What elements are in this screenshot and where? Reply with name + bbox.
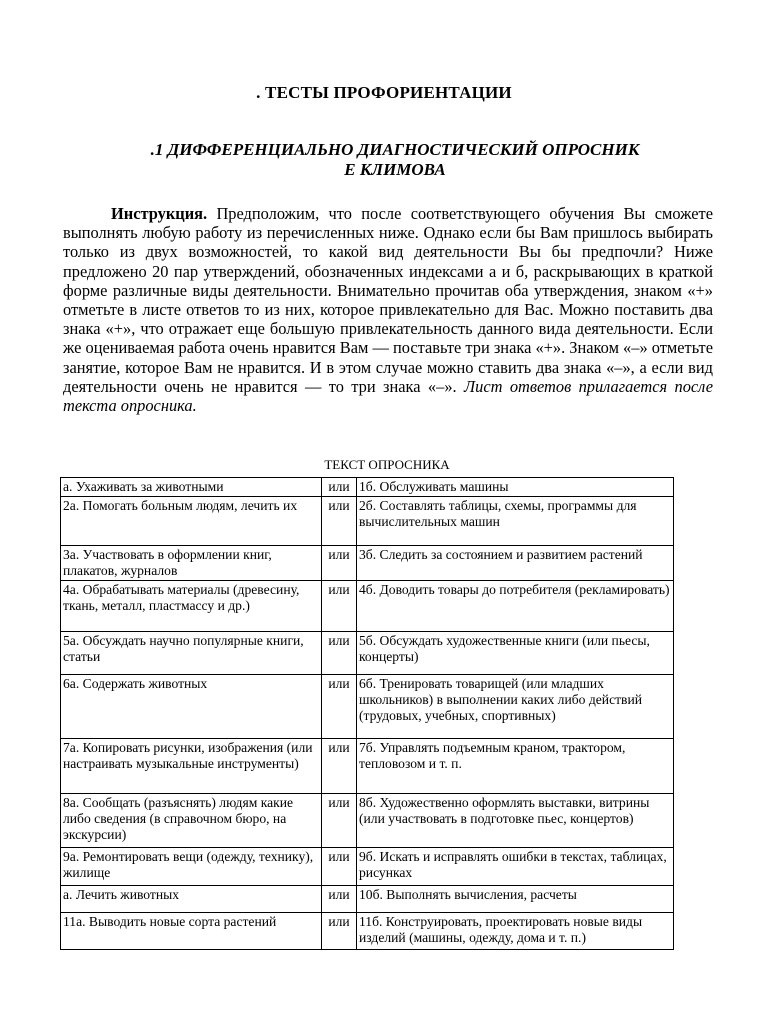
option-b-cell: 11б. Конструировать, проектировать новые виды изделий (машины, одежду, дома и т. п.) — [357, 913, 674, 950]
option-b-cell: 6б. Тренировать товарищей (или младших школьников) в выполнении каких либо действий (трудовых, учебных, спортивных) — [357, 675, 674, 739]
table-row — [61, 848, 674, 886]
section-heading-line-2: Е КЛИМОВА — [344, 160, 446, 179]
option-a-cell: 11а. Выводить новые сорта растений — [61, 913, 322, 950]
table-row — [61, 739, 674, 794]
or-cell: или — [322, 739, 357, 794]
or-cell: или — [322, 675, 357, 739]
option-b-cell: 4б. Доводить товары до потребителя (рекламировать) — [357, 581, 674, 632]
or-cell: или — [322, 886, 357, 913]
table-row — [61, 546, 674, 581]
table-row — [61, 581, 674, 632]
instruction-label: Инструкция. — [111, 204, 208, 223]
option-a-cell: 2а. Помогать больным людям, лечить их — [61, 497, 322, 546]
page-heading: . ТЕСТЫ ПРОФОРИЕНТАЦИИ — [256, 83, 512, 102]
option-a-cell: 7а. Копировать рисунки, изображения (или настраивать музыкальные инструменты) — [61, 739, 322, 794]
or-cell: или — [322, 546, 357, 581]
option-b-cell: 1б. Обслуживать машины — [357, 478, 674, 497]
table-row — [61, 497, 674, 546]
option-a-cell: а. Ухаживать за животными — [61, 478, 322, 497]
option-a-cell: 5а. Обсуждать научно популярные книги, статьи — [61, 632, 322, 675]
option-a-cell: а. Лечить животных — [61, 886, 322, 913]
or-cell: или — [322, 581, 357, 632]
section-heading — [0, 140, 768, 180]
or-cell: или — [322, 478, 357, 497]
or-cell: или — [322, 632, 357, 675]
or-cell: или — [322, 848, 357, 886]
option-a-cell: 6а. Содержать животных — [61, 675, 322, 739]
table-row — [61, 886, 674, 913]
table-row — [61, 632, 674, 675]
option-a-cell: 4а. Обрабатывать материалы (древесину, ткань, металл, пластмассу и др.) — [61, 581, 322, 632]
or-cell: или — [322, 794, 357, 848]
table-caption: ТЕКСТ ОПРОСНИКА — [324, 457, 450, 472]
table-row — [61, 478, 674, 497]
option-a-cell: 3а. Участвовать в оформлении книг, плакатов, журналов — [61, 546, 322, 581]
instruction-note: Лист ответов прилагается после текста опросника. — [63, 376, 713, 416]
or-cell: или — [322, 913, 357, 950]
option-b-cell: 9б. Искать и исправлять ошибки в текстах, таблицах, рисунках — [357, 848, 674, 886]
instruction-paragraph — [63, 204, 713, 415]
section-heading-line-1: .1 ДИФФЕРЕНЦИАЛЬНО ДИАГНОСТИЧЕСКИЙ ОПРОСНИК — [150, 140, 640, 159]
option-a-cell: 8а. Сообщать (разъяснять) людям какие либо сведения (в справочном бюро, на экскурсии) — [61, 794, 322, 848]
or-cell: или — [322, 497, 357, 546]
option-b-cell: 10б. Выполнять вычисления, расчеты — [357, 886, 674, 913]
option-b-cell: 7б. Управлять подъемным краном, трактором, тепловозом и т. п. — [357, 739, 674, 794]
table-row — [61, 675, 674, 739]
option-b-cell: 5б. Обсуждать художественные книги (или пьесы, концерты) — [357, 632, 674, 675]
table-row — [61, 913, 674, 950]
questionnaire-table — [60, 477, 674, 950]
option-b-cell: 3б. Следить за состоянием и развитием растений — [357, 546, 674, 581]
option-a-cell: 9а. Ремонтировать вещи (одежду, технику), жилище — [61, 848, 322, 886]
option-b-cell: 8б. Художественно оформлять выставки, витрины (или участвовать в подготовке пьес, концертов) — [357, 794, 674, 848]
table-row — [61, 794, 674, 848]
instruction-body: Предположим, что после соответствующего обучения Вы сможете выполнять любую работу из перечисленных ниже. Однако если бы Вам пришлось выбирать только из двух возможностей, то какой вид деятельности Вы бы предпочли? Ниже предложено 20 пар утверждений, обозначенных индексами а и б, раскрывающих в краткой форме различные виды деятельности. Внимательно прочитав оба утверждения, знаком «+» отметьте в листе ответов то из них, которое привлекательно для Вас. Можно поставить два знака «+», что отражает еще большую привлекательность данного вида деятельности. Если же оцениваемая работа очень нравится Вам — поставьте три знака «+». Знаком «–» отметьте занятие, которое Вам не нравится. И в этом случае можно ставить два знака «–», а если вид деятельности очень не нравится — то три знака «–». — [63, 204, 713, 396]
option-b-cell: 2б. Составлять таблицы, схемы, программы для вычислительных машин — [357, 497, 674, 546]
